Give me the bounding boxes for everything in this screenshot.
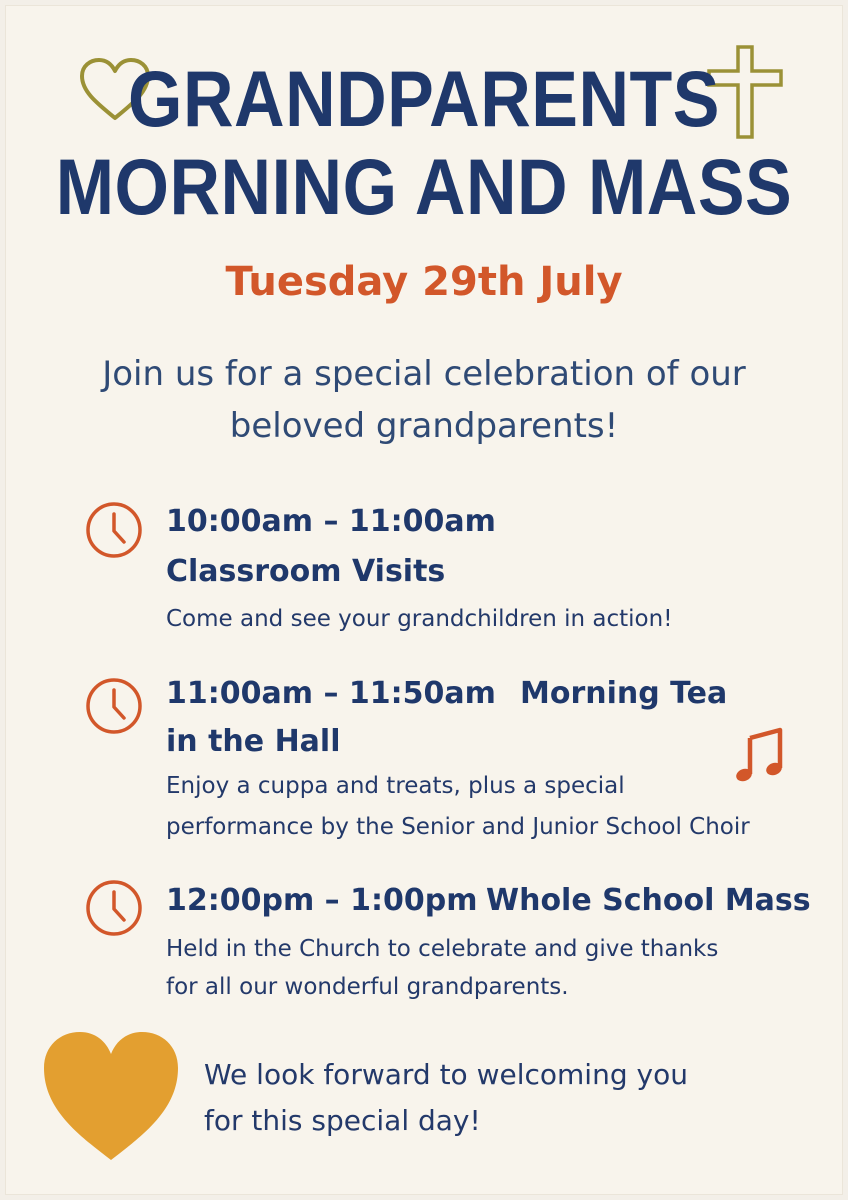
intro-line-2: beloved grandparents! — [229, 406, 619, 446]
event-1-title: Classroom Visits — [166, 554, 446, 589]
clock-icon — [84, 500, 144, 560]
event-2-description-line-1: Enjoy a cuppa and treats, plus a special — [166, 773, 625, 799]
event-3-description-line-1: Held in the Church to celebrate and give thanks — [166, 936, 719, 962]
event-2-time: 11:00am – 11:50am — [166, 676, 496, 711]
intro-line-1: Join us for a special celebration of our — [102, 354, 746, 394]
closing-line-1: We look forward to welcoming you — [204, 1058, 688, 1091]
closing-line-2: for this special day! — [204, 1104, 481, 1137]
event-2-title: Morning Tea — [520, 676, 728, 711]
event-1-description: Come and see your grandchildren in action! — [166, 606, 673, 632]
heart-icon — [40, 1028, 182, 1164]
clock-icon — [84, 676, 144, 736]
event-2-description-line-2: performance by the Senior and Junior School Choir — [166, 814, 750, 840]
event-3-title: Whole School Mass — [486, 883, 811, 918]
event-3-time: 12:00pm – 1:00pm — [166, 883, 478, 918]
music-note-icon — [734, 724, 788, 784]
event-3-description-line-2: for all our wonderful grandparents. — [166, 974, 569, 1000]
page-title-line-1: GRANDPARENTS — [128, 54, 720, 144]
page-title-line-2: MORNING AND MASS — [55, 142, 793, 232]
clock-icon — [84, 878, 144, 938]
poster — [6, 6, 842, 1194]
event-2-title-continued: in the Hall — [166, 724, 341, 759]
event-date: Tuesday 29th July — [225, 259, 623, 305]
event-1-time: 10:00am – 11:00am — [166, 504, 496, 539]
